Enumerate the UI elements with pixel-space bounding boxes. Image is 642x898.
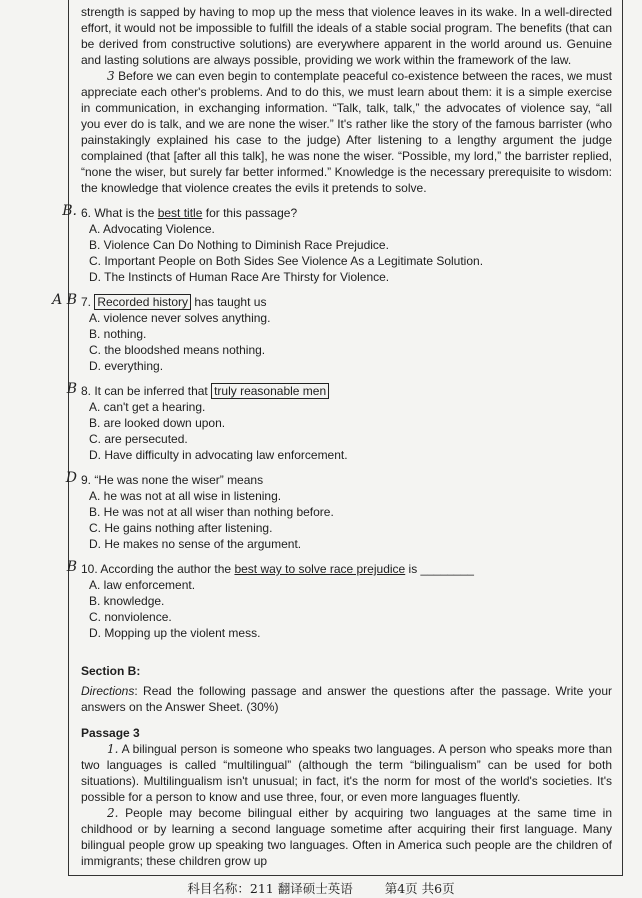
- passage-title: Passage 3: [81, 726, 140, 740]
- question-stem: 7. Recorded history has taught us: [81, 295, 267, 309]
- highlighted-phrase: best way to solve race prejudice: [234, 562, 406, 576]
- question-6: [62, 203, 612, 285]
- question-stem: 10. According the author the best way to solve race prejudice is ________: [81, 562, 474, 576]
- answer-option: B. knowledge.: [89, 594, 165, 608]
- paragraph: 2. People may become bilingual either by acquiring two languages at the same time in childhood or by learning a second language sometime after acquiring their first language. Many bilingual people grow up speaking two languages. Often in America such people are the children of immigrants; these children grow up: [81, 806, 612, 868]
- question-stem: 8. It can be inferred that truly reasonable men: [81, 383, 612, 399]
- answer-option: D. everything.: [89, 359, 164, 373]
- question-stem: 9. “He was none the wiser” means: [81, 473, 264, 487]
- answer-option: D. He makes no sense of the argument.: [89, 537, 302, 551]
- answer-option: D. Have difficulty in advocating law enforcement.: [89, 448, 348, 462]
- highlighted-phrase: Recorded history: [94, 294, 191, 310]
- handwritten-answer-mark: D: [65, 470, 77, 486]
- question-stem: 6. What is the best title for this passage?: [81, 206, 298, 220]
- answer-option: A. law enforcement.: [89, 578, 196, 592]
- answer-option: D. The Instincts of Human Race Are Thirsty for Violence.: [89, 270, 390, 284]
- handwritten-answer-mark: B.: [62, 203, 77, 219]
- handwritten-number: 3: [107, 69, 115, 83]
- answer-option: B. Violence Can Do Nothing to Diminish Race Prejudice.: [89, 238, 389, 252]
- answer-option: C. are persecuted.: [89, 432, 188, 446]
- answer-option: A. violence never solves anything.: [89, 311, 271, 325]
- handwritten-number: 2.: [107, 806, 119, 820]
- subject-name: 科目名称：211 翻译硕士英语: [187, 881, 353, 896]
- handwritten-answer-mark: B: [66, 559, 77, 575]
- handwritten-answer-mark: B: [66, 381, 77, 397]
- questions: [52, 203, 612, 641]
- section-b: [81, 663, 612, 869]
- answer-option: C. Important People on Both Sides See Violence As a Legitimate Solution.: [89, 254, 484, 268]
- question-10: [66, 559, 612, 641]
- highlighted-phrase: truly reasonable men: [211, 383, 329, 399]
- answer-option: D. Mopping up the violent mess.: [89, 626, 261, 640]
- section-title: Section B:: [81, 664, 141, 678]
- handwritten-number: 1.: [107, 742, 119, 756]
- page-frame: [52, 0, 623, 876]
- page-number: 第4页 共6页: [384, 881, 455, 896]
- answer-option: B. He was not at all wiser than nothing before.: [89, 505, 334, 519]
- answer-option: B. nothing.: [89, 327, 147, 341]
- answer-option: A. Advocating Violence.: [89, 222, 215, 236]
- page-footer: [0, 880, 642, 898]
- paragraph: 3 Before we can even begin to contemplate peaceful co-existence between the races, we must appreciate each other's problems. And to do this, we must learn about them: it is a simple exercise in communication, in exchanging information. “Talk, talk, talk,” the advocates of violence say, “all you ever do is talk, and we are none the wiser.” It's rather like the story of the famous barrister (who painstakingly explained his case to the judge) After listening to a lengthy argument the judge complained (that [after all this talk], he was none the wiser. “Possible, my lord,” the barrister replied, “none the wiser, but surely far better informed.” Knowledge is the necessary prerequisite to wisdom: the knowledge that violence creates the evils it pretends to solve.: [81, 69, 612, 195]
- answer-option: B. are looked down upon.: [89, 416, 226, 430]
- passage-continued: [81, 4, 612, 196]
- paragraph: 1. A bilingual person is someone who speaks two languages. A person who speaks more than two languages is called “multilingual” (although the term “bilingualism” can be used for both situations). Multilingualism isn't unusual; in fact, it's the norm for most of the world's societies. It's possible for a person to know and use three, four, or even more languages fluently.: [81, 742, 612, 804]
- answer-option: C. nonviolence.: [89, 610, 172, 624]
- question-9: [65, 470, 612, 552]
- answer-option: C. the bloodshed means nothing.: [89, 343, 266, 357]
- question-7: [52, 292, 612, 374]
- paragraph: strength is sapped by having to mop up the mess that violence leaves in its wake. In a well-directed effort, it would not be impossible to fulfill the ideals of a stable social program. The benefits (that can be derived from constructive solutions) are everywhere apparent in the world around us. Genuine and lasting solutions are always possible, providing we work within the framework of the law.: [81, 5, 612, 67]
- directions: Directions: Read the following passage and answer the questions after the passage. Write your answers on the Answer Sheet. (30%): [81, 684, 612, 714]
- answer-option: A. can't get a hearing.: [89, 400, 206, 414]
- highlighted-phrase: best title: [157, 206, 203, 220]
- answer-option: A. he was not at all wise in listening.: [89, 489, 282, 503]
- question-8: [66, 381, 612, 463]
- handwritten-answer-mark: A B: [52, 292, 77, 308]
- answer-option: C. He gains nothing after listening.: [89, 521, 273, 535]
